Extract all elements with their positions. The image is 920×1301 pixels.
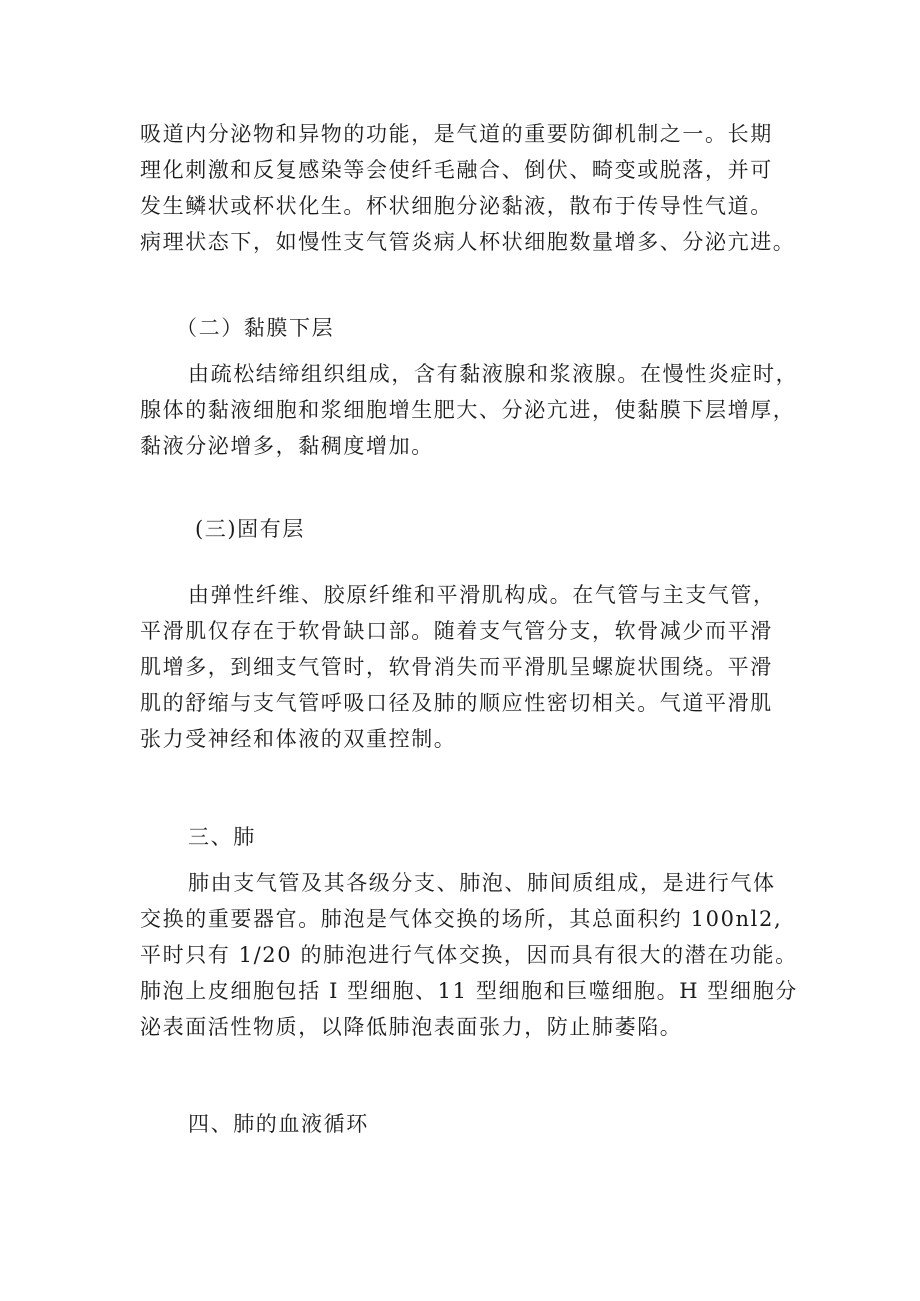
paragraph-line: 由弹性纤维、胶原纤维和平滑肌构成。在气管与主支气管， [188,583,776,607]
section-3-heading: (三)固有层 [195,517,305,541]
paragraph-line: 肺泡上皮细胞包括 I 型细胞、11 型细胞和巨噬细胞。H 型细胞分 [140,979,798,1003]
intro-paragraph [140,116,810,260]
paragraph-line: 理化刺激和反复感染等会使纤毛融合、倒伏、畸变或脱落，并可 [140,158,773,182]
paragraph-line: 发生鳞状或杯状化生。杯状细胞分泌黏液，散布于传导性气道。 [140,194,773,218]
paragraph-line: 张力受神经和体液的双重控制。 [140,727,457,751]
paragraph-line: 病理状态下，如慢性支气管炎病人杯状细胞数量增多、分泌亢进。 [140,230,796,254]
section-2-paragraph [140,356,810,464]
paragraph-line: 肌增多，到细支气管时，软骨消失而平滑肌呈螺旋状围绕。平滑 [140,655,773,679]
section-3-paragraph [140,577,810,757]
section-2-heading: （二）黏膜下层 [176,316,335,340]
paragraph-line: 肺由支气管及其各级分支、肺泡、肺间质组成，是进行气体 [188,871,776,895]
paragraph-line: 平时只有 1/20 的肺泡进行气体交换，因而具有很大的潜在功能。 [140,943,798,967]
paragraph-line: 由疏松结缔组织组成，含有黏液腺和浆液腺。在慢性炎症时， [188,362,799,386]
paragraph-line: 平滑肌仅存在于软骨缺口部。随着支气管分支，软骨减少而平滑 [140,619,773,643]
paragraph-line: 腺体的黏液细胞和浆细胞增生肥大、分泌亢进，使黏膜下层增厚， [140,398,796,422]
paragraph-line: 吸道内分泌物和异物的功能，是气道的重要防御机制之一。长期 [140,122,773,146]
paragraph-line: 黏液分泌增多，黏稠度增加。 [140,434,434,458]
part-3-paragraph [140,865,810,1045]
part-4-heading: 四、肺的血液循环 [188,1112,369,1136]
paragraph-line: 肌的舒缩与支气管呼吸口径及肺的顺应性密切相关。气道平滑肌 [140,691,773,715]
paragraph-line: 泌表面活性物质，以降低肺泡表面张力，防止肺萎陷。 [140,1015,683,1039]
paragraph-line: 交换的重要器官。肺泡是气体交换的场所，其总面积约 100nl2, [140,907,783,931]
part-3-heading: 三、肺 [188,825,256,849]
